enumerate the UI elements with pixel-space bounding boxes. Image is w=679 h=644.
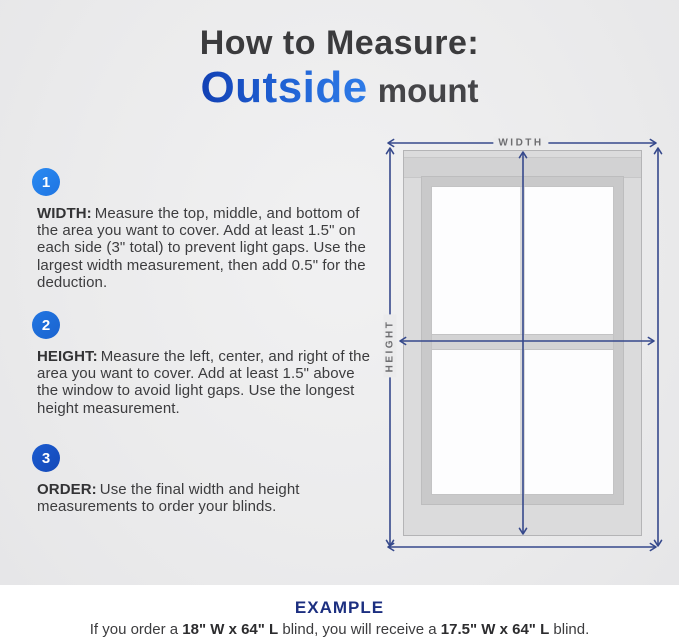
example-seg1: If you order a [89, 621, 183, 638]
height-dimension-label: HEIGHT [384, 315, 397, 378]
step-1-text [37, 205, 375, 291]
example-seg3: blind, you will receive a [278, 621, 441, 638]
example-heading: EXAMPLE [294, 598, 385, 617]
step-1-number-badge: 1 [32, 168, 60, 196]
example-received-size: 17.5" W x 64" L [440, 621, 550, 638]
title-line2 [0, 63, 679, 112]
window-glass [431, 186, 614, 495]
width-dimension-label: WIDTH [493, 137, 548, 150]
title-line1: How to Measure: [199, 24, 480, 62]
step-3-body: Use the final width and height measurements to order your blinds. [37, 481, 300, 516]
page-title [0, 26, 679, 110]
example-sentence [0, 621, 679, 638]
step-2-label: HEIGHT: [37, 348, 98, 365]
step-3-text [37, 481, 375, 515]
window-lintel [404, 157, 641, 178]
step-2-body: Measure the left, center, and right of the area you want to cover. Add at least 1.5" above the window to avoid light gaps. Use the longest height measurement. [37, 348, 371, 417]
step-3-label: ORDER: [37, 481, 97, 498]
step-2-text [37, 348, 375, 417]
title-rest-mount: mount [377, 72, 479, 109]
step-3-number-badge: 3 [32, 444, 60, 472]
step-2-number-badge: 2 [32, 311, 60, 339]
example-ordered-size: 18" W x 64" L [182, 621, 279, 638]
step-1-body: Measure the top, middle, and bottom of the area you want to cover. Add at least 1.5" on each side (3" total) to prevent light gaps. Use the largest width measurement, then add 0.5" for the deduction. [37, 205, 366, 291]
window-sash-frame [421, 176, 624, 505]
step-1 [30, 168, 375, 291]
window-illustration [403, 150, 642, 536]
step-2 [30, 311, 375, 417]
step-3 [30, 444, 375, 515]
window-middle-rail [432, 334, 613, 350]
title-highlight-outside: Outside [200, 63, 368, 112]
example-seg5: blind. [549, 621, 590, 638]
example-section [0, 585, 679, 644]
step-1-label: WIDTH: [37, 205, 92, 222]
